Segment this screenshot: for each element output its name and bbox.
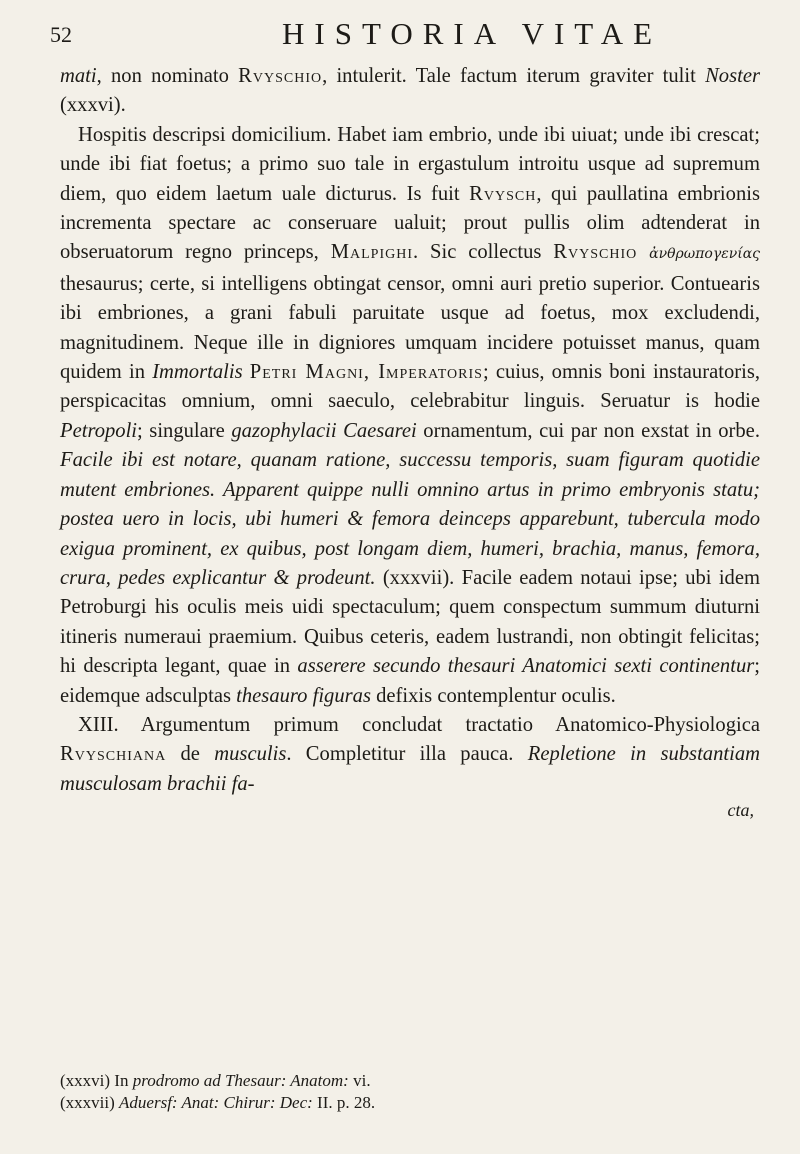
small-caps-name: Rvyschio bbox=[553, 241, 638, 264]
text-run: ; singulare bbox=[137, 419, 232, 442]
italic-text: Aduersf: Anat: Chirur: Dec: bbox=[119, 1093, 313, 1112]
body-text bbox=[60, 62, 760, 821]
catchword: cta, bbox=[727, 800, 754, 821]
text-run: defixis contemplentur oculis. bbox=[370, 684, 616, 707]
page-header bbox=[0, 14, 800, 54]
text-run: , non nominato bbox=[96, 65, 239, 87]
text-run: (xxxvi) In bbox=[60, 1071, 133, 1090]
text-run: . Completitur illa pauca. bbox=[286, 743, 528, 766]
small-caps-name: Rvyschio bbox=[238, 65, 323, 87]
small-caps-name: Rvyschiana bbox=[60, 743, 167, 766]
text-run: vi. bbox=[348, 1071, 371, 1090]
text-run: , qui paullatina embrionis incrementa spectare ac conseruare ualuit; prout pullis olim adtenderat in obseruatorum regno princeps, bbox=[60, 182, 760, 264]
page-number: 52 bbox=[50, 22, 72, 47]
italic-text: Immortalis bbox=[152, 361, 243, 384]
text-run: Hospitis descripsi domicilium. Habet iam embrio, unde ibi uiuat; unde ibi crescat; unde ibi fiat foetus; a primo suo tale in ergastulum introitu usque ad supremum diem, quo eidem laetum uale dicturus. Is fuit bbox=[60, 123, 760, 205]
small-caps-name: Malpighi bbox=[330, 241, 413, 264]
paragraph bbox=[60, 62, 760, 121]
italic-text: Noster bbox=[705, 65, 760, 87]
paragraph bbox=[60, 711, 760, 799]
footnote bbox=[60, 1092, 760, 1114]
italic-text: Petropoli bbox=[60, 419, 138, 442]
italic-text: gazophylacii Caesarei bbox=[231, 419, 417, 442]
italic-text: Repletione in substantiam musculosam brachii fa- bbox=[60, 743, 761, 795]
footnotes bbox=[60, 1070, 760, 1114]
italic-text: Facile ibi est notare, quanam ratione, successu temporis, suam figuram quotidie mutent embriones. Apparent quippe nulli omnino artus in primo embryonis statu; postea uero in locis, ubi humeri & femora deinceps apparebunt, tubercula modo exigua prominent, ex quibus, post longam diem, humeri, brachia, manus, femora, crura, pedes explicantur & prodeunt. bbox=[60, 449, 760, 589]
running-title: HISTORIA VITAE bbox=[282, 16, 663, 51]
text-run: (xxxvii). Facile eadem notaui ipse; ubi idem Petroburgi his oculis meis uidi spectaculum; quem conspectum summum diuturni itineris numeraui praemium. Quibus ceteris, eadem lustrandi, non obtingit felicitas; hi descripta legant, quae in bbox=[60, 566, 760, 678]
footnote bbox=[60, 1070, 760, 1092]
text-run: de bbox=[166, 743, 215, 766]
small-caps-name: Petri Magni, Imperatoris bbox=[249, 361, 483, 384]
text-run: ; cuius, omnis boni instauratoris, perspicacitas omnium, omni saeculo, celebrabitur linguis. Seruatur is hodie bbox=[60, 361, 760, 413]
text-run: ; eidemque adsculptas bbox=[60, 655, 760, 707]
italic-text: musculis bbox=[214, 743, 287, 766]
text-run: (xxxvi). bbox=[60, 94, 126, 117]
text-run: II. p. 28. bbox=[312, 1093, 376, 1112]
small-caps-name: Rvysch bbox=[469, 182, 537, 205]
text-run: ornamentum, cui par non exstat in orbe. bbox=[416, 419, 760, 442]
text-run: thesaurus; certe, si intelligens obtingat censor, omni auri pretio superior. Contuearis ibi embriones, a grani fabuli paruitate usque ad foetus, mox excludendi, magnitudinem. Neque ille in digniores umquam incidere potuisset manus, quam quidem in bbox=[60, 272, 760, 384]
text-run: . Sic collectus bbox=[413, 241, 554, 264]
paragraph bbox=[60, 121, 760, 711]
text-run bbox=[243, 361, 250, 383]
italic-text: thesauro figuras bbox=[236, 684, 371, 707]
text-run: XIII. Argumentum primum concludat tractatio Anatomico-Physiologica bbox=[78, 713, 760, 736]
text-run bbox=[637, 241, 649, 263]
italic-text: mati bbox=[60, 65, 97, 87]
text-run: (xxxvii) bbox=[60, 1093, 120, 1112]
text-run: , intulerit. Tale factum iterum graviter tulit bbox=[322, 65, 706, 87]
greek-word: ἀνθρωπογενίας bbox=[649, 246, 761, 263]
italic-text: prodromo ad Thesaur: Anatom: bbox=[132, 1071, 349, 1090]
italic-text: asserere secundo thesauri Anatomici sexti continentur bbox=[297, 655, 755, 678]
